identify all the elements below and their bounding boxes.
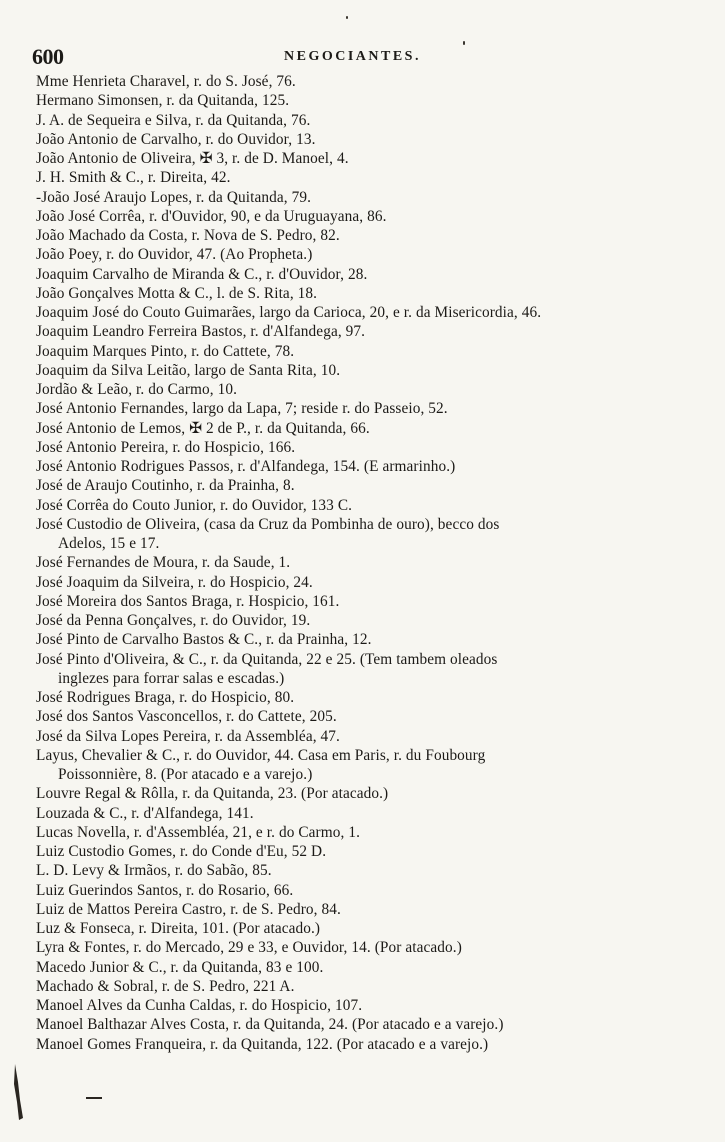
list-item: José da Silva Lopes Pereira, r. da Assembléa, 47. xyxy=(36,727,340,745)
list-item: José Fernandes de Moura, r. da Saude, 1. xyxy=(36,554,291,572)
page-header xyxy=(32,44,682,70)
list-item: L. D. Levy & Irmãos, r. do Sabão, 85. xyxy=(36,862,272,880)
list-item: J. A. de Sequeira e Silva, r. da Quitanda, 76. xyxy=(36,111,311,129)
list-item: Jordão & Leão, r. do Carmo, 10. xyxy=(36,381,238,398)
list-item: José Pinto de Carvalho Bastos & C., r. da Prainha, 12. xyxy=(36,631,372,649)
list-item: José de Araujo Coutinho, r. da Prainha, 8. xyxy=(36,477,295,495)
list-item: Macedo Junior & C., r. da Quitanda, 83 e 100. xyxy=(36,958,324,976)
list-item: José Rodrigues Braga, r. do Hospicio, 80. xyxy=(36,689,295,706)
list-item: João Machado da Costa, r. Nova de S. Pedro, 82. xyxy=(36,227,340,244)
list-item xyxy=(36,746,676,785)
entry-continuation-line: Adelos, 15 e 17. xyxy=(58,535,160,552)
list-item: João Poey, r. do Ouvidor, 47. (Ao Propheta.) xyxy=(36,246,313,264)
ink-dash-mark xyxy=(86,1097,102,1099)
speck-mark xyxy=(346,16,348,19)
list-item: Joaquim Carvalho de Miranda & C., r. d'Ouvidor, 28. xyxy=(36,265,368,283)
list-item: Joaquim Leandro Ferreira Bastos, r. d'Alfandega, 97. xyxy=(36,323,366,341)
entry-line: Layus, Chevalier & C., r. do Ouvidor, 44. Casa em Paris, r. du Foubourg xyxy=(36,746,486,764)
list-item: José Joaquim da Silveira, r. do Hospicio, 24. xyxy=(36,573,313,591)
list-item xyxy=(36,650,676,689)
list-item: José da Penna Gonçalves, r. do Ouvidor, 19. xyxy=(36,612,311,629)
list-item: João Antonio de Oliveira, ✠ 3, r. de D. Manoel, 4. xyxy=(36,150,349,167)
entry-line: José Custodio de Oliveira, (casa da Cruz da Pombinha de ouro), becco dos xyxy=(36,515,500,533)
list-item: José Antonio Pereira, r. do Hospicio, 166. xyxy=(36,438,296,456)
list-item: José Antonio de Lemos, ✠ 2 de P., r. da Quitanda, 66. xyxy=(36,419,370,437)
entry-continuation-line: inglezes para forrar salas e escadas.) xyxy=(58,669,285,687)
list-item: Manoel Balthazar Alves Costa, r. da Quitanda, 24. (Por atacado e a varejo.) xyxy=(36,1016,504,1034)
list-item: Joaquim da Silva Leitão, largo de Santa Rita, 10. xyxy=(36,361,341,379)
margin-ink-mark xyxy=(12,1062,26,1122)
entry-continuation-line: Poissonnière, 8. (Por atacado e a varejo.) xyxy=(58,766,313,783)
list-item: João Antonio de Carvalho, r. do Ouvidor, 13. xyxy=(36,130,316,148)
list-item: -João José Araujo Lopes, r. da Quitanda, 79. xyxy=(36,188,312,206)
list-item: Hermano Simonsen, r. da Quitanda, 125. xyxy=(36,92,290,110)
list-item: Joaquim José do Couto Guimarães, largo da Carioca, 20, e r. da Misericordia, 46. xyxy=(36,304,542,321)
list-item xyxy=(36,515,676,554)
running-head: NEGOCIANTES. xyxy=(284,49,421,64)
list-item: Lyra & Fontes, r. do Mercado, 29 e 33, e Ouvidor, 14. (Por atacado.) xyxy=(36,939,462,957)
list-item: Louzada & C., r. d'Alfandega, 141. xyxy=(36,804,254,822)
list-item: Lucas Novella, r. d'Assembléa, 21, e r. do Carmo, 1. xyxy=(36,823,361,841)
list-item: José dos Santos Vasconcellos, r. do Cattete, 205. xyxy=(36,708,337,726)
list-item: Mme Henrieta Charavel, r. do S. José, 76. xyxy=(36,73,296,90)
list-item: Machado & Sobral, r. de S. Pedro, 221 A. xyxy=(36,977,295,995)
list-item: João Gonçalves Motta & C., l. de S. Rita, 18. xyxy=(36,284,318,302)
list-item: Luz & Fonseca, r. Direita, 101. (Por atacado.) xyxy=(36,920,321,937)
list-item: José Antonio Fernandes, largo da Lapa, 7; reside r. do Passeio, 52. xyxy=(36,400,448,418)
page-number: 600 xyxy=(32,44,64,69)
list-item: José Moreira dos Santos Braga, r. Hospicio, 161. xyxy=(36,592,340,610)
entry-line: José Pinto d'Oliveira, & C., r. da Quitanda, 22 e 25. (Tem tambem oleados xyxy=(36,650,498,668)
list-item: José Antonio Rodrigues Passos, r. d'Alfandega, 154. (E armarinho.) xyxy=(36,458,456,475)
list-item: J. H. Smith & C., r. Direita, 42. xyxy=(36,169,231,187)
list-item: Luiz de Mattos Pereira Castro, r. de S. Pedro, 84. xyxy=(36,900,341,918)
list-item: Luiz Custodio Gomes, r. do Conde d'Eu, 52 D. xyxy=(36,843,327,860)
list-item: Louvre Regal & Rôlla, r. da Quitanda, 23. (Por atacado.) xyxy=(36,785,389,803)
list-item: Manoel Gomes Franqueira, r. da Quitanda, 122. (Por atacado e a varejo.) xyxy=(36,1035,489,1053)
list-item: Manoel Alves da Cunha Caldas, r. do Hospicio, 107. xyxy=(36,997,363,1014)
list-item: Joaquim Marques Pinto, r. do Cattete, 78. xyxy=(36,342,295,360)
list-item: José Corrêa do Couto Junior, r. do Ouvidor, 133 C. xyxy=(36,496,353,514)
list-item: Luiz Guerindos Santos, r. do Rosario, 66. xyxy=(36,881,294,899)
list-item: João José Corrêa, r. d'Ouvidor, 90, e da Uruguayana, 86. xyxy=(36,207,387,225)
directory-list xyxy=(36,72,676,1054)
